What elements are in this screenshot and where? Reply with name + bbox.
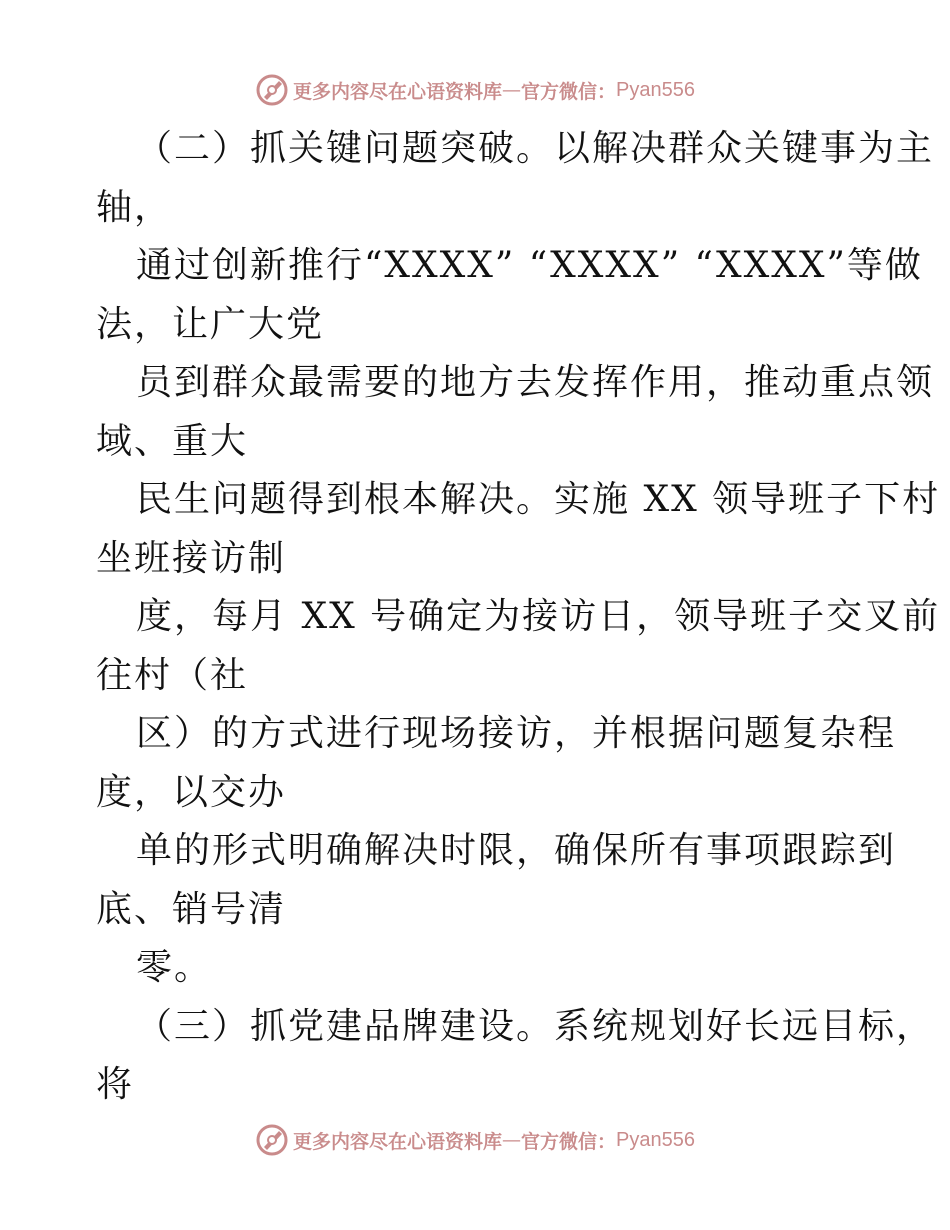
watermark-wechat-label: 官方微信： — [521, 1130, 617, 1153]
text-line: 坐班接访制 — [96, 537, 287, 579]
logo-icon — [255, 1123, 289, 1157]
text-line: 民生问题得到根本解决。实施 XX 领导班子下村 — [136, 479, 941, 520]
document-body — [96, 120, 941, 1115]
text-line: 度，以交办 — [96, 771, 287, 813]
watermark-text: 更多内容尽在心语资料库 — [293, 1130, 503, 1153]
text-line: 通过创新推行“XXXX” “XXXX” “XXXX”等做 — [136, 245, 923, 286]
text-line: 往村（社 — [96, 654, 249, 696]
watermark-dash: — — [502, 1129, 522, 1151]
text-line: 区）的方式进行现场接访，并根据问题复杂程 — [136, 713, 897, 754]
text-line: 单的形式明确解决时限，确保所有事项跟踪到 — [136, 830, 897, 871]
watermark-wechat-id: Pyan556 — [616, 1128, 695, 1151]
footer-watermark — [0, 1120, 950, 1160]
text-line: 将 — [96, 1064, 135, 1105]
watermark-text: 更多内容尽在心语资料库 — [293, 80, 503, 103]
watermark-dash: — — [502, 79, 522, 101]
text-line: 法，让广大党 — [96, 303, 325, 345]
logo-icon — [255, 73, 289, 107]
text-line: 轴， — [96, 186, 173, 228]
watermark-wechat-label: 官方微信： — [521, 80, 617, 103]
watermark-wechat-id: Pyan556 — [616, 78, 695, 101]
text-line: （二）抓关键问题突破。以解决群众关键事为主 — [136, 128, 935, 169]
header-watermark — [0, 70, 950, 110]
text-line: 底、销号清 — [96, 888, 287, 930]
text-line: 员到群众最需要的地方去发挥作用，推动重点领 — [136, 362, 935, 403]
text-line: 域、重大 — [96, 420, 249, 462]
text-line: 零。 — [136, 947, 213, 988]
text-line: （三）抓党建品牌建设。系统规划好长远目标， — [136, 1005, 935, 1047]
text-line: 度，每月 XX 号确定为接访日，领导班子交叉前 — [136, 596, 941, 637]
